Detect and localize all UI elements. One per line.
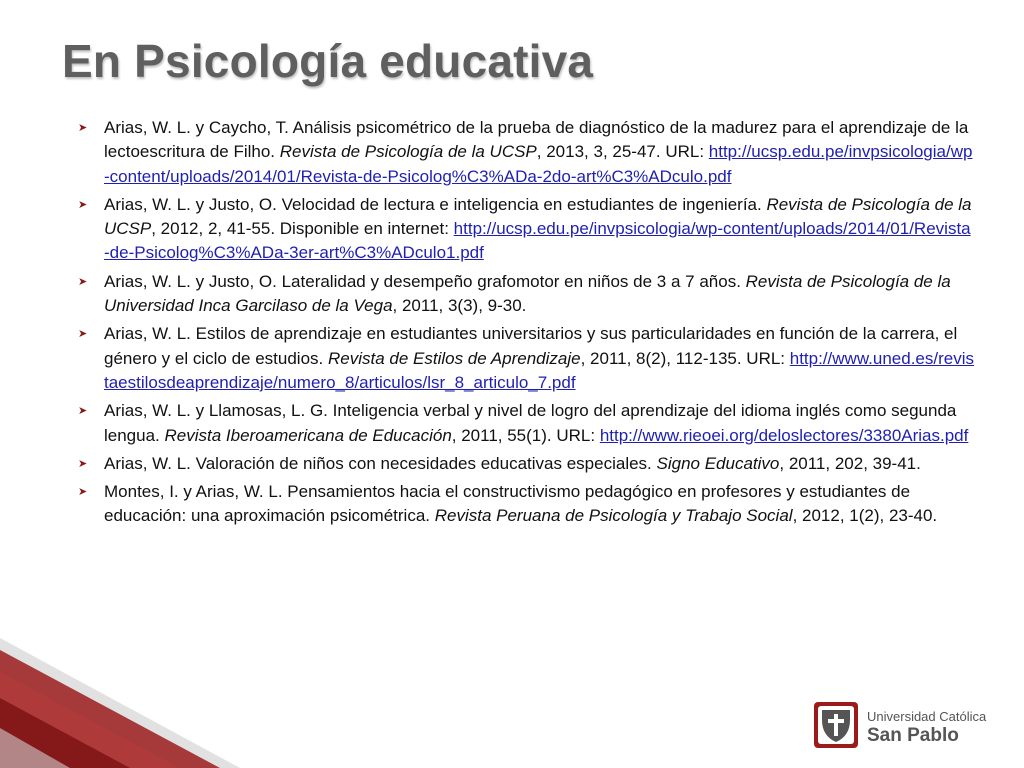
reference-details: , 2011, 202, 39-41. <box>779 453 921 473</box>
reference-item <box>76 399 976 448</box>
decorative-stripes <box>0 638 240 768</box>
reference-item <box>76 193 976 266</box>
reference-link[interactable]: http://ucsp.edu.pe/invpsicologia/wp-content/uploads/2014/01/Revista-de-Psicolog%C3%ADa-3er-art%C3%ADculo1.pdf <box>104 219 971 263</box>
logo-campus-name: San Pablo <box>867 725 959 746</box>
reference-journal: Revista de Psicología de la Universidad Inca Garcilaso de la Vega <box>104 271 951 316</box>
reference-text: Montes, I. y Arias, W. L. Pensamientos hacia el constructivismo pedagógico en profesores y estudiantes de educación: una aproximación psicométrica. <box>104 482 911 526</box>
reference-item <box>76 480 976 529</box>
reference-details: , 2012, 1(2), 23-40. <box>792 506 938 526</box>
reference-text: Arias, W. L. y Justo, O. Velocidad de lectura e inteligencia en estudiantes de ingeniería. <box>104 194 767 214</box>
university-crest-icon <box>812 700 860 750</box>
arrow-bullet-icon: ➤ <box>78 457 88 470</box>
reference-journal: Revista de Estilos de Aprendizaje <box>327 348 581 368</box>
reference-details: , 2011, 8(2), 112-135. URL: <box>580 348 790 368</box>
slide-title: En Psicología educativa <box>62 35 594 87</box>
reference-journal: Revista de Psicología de la UCSP <box>279 142 537 162</box>
reference-details: , 2011, 55(1). URL: <box>451 425 600 445</box>
reference-item <box>76 322 976 395</box>
reference-journal: Revista Iberoamericana de Educación <box>164 425 452 445</box>
reference-link[interactable]: http://www.uned.es/revistaestilosdeaprendizaje/numero_8/articulos/lsr_8_articulo_7.pdf <box>104 348 975 392</box>
reference-details: , 2011, 3(3), 9-30. <box>392 296 527 316</box>
university-logo <box>812 700 1012 750</box>
arrow-bullet-icon: ➤ <box>78 198 88 211</box>
reference-journal: Revista de Psicología de la UCSP <box>104 194 972 239</box>
reference-link[interactable]: http://ucsp.edu.pe/invpsicologia/wp-content/uploads/2014/01/Revista-de-Psicolog%C3%ADa-2do-art%C3%ADculo.pdf <box>104 142 973 186</box>
arrow-bullet-icon: ➤ <box>78 486 88 499</box>
reference-item <box>76 270 976 319</box>
reference-details: , 2013, 3, 25-47. URL: <box>536 142 709 162</box>
arrow-bullet-icon: ➤ <box>78 275 88 288</box>
reference-text: Arias, W. L. Estilos de aprendizaje en estudiantes universitarios y sus particularidades en función de la carrera, el género y el ciclo de estudios. <box>104 324 958 368</box>
reference-text: Arias, W. L. y Caycho, T. Análisis psicométrico de la prueba de diagnóstico de la madurez para el aprendizaje de la lectoescritura de Filho. <box>104 118 969 162</box>
logo-university-name: Universidad Católica <box>867 709 987 724</box>
reference-journal: Revista Peruana de Psicología y Trabajo Social <box>434 506 793 526</box>
reference-link[interactable]: http://www.rieoei.org/deloslectores/3380Arias.pdf <box>599 425 969 445</box>
arrow-bullet-icon: ➤ <box>78 405 88 418</box>
reference-journal: Signo Educativo <box>656 453 780 473</box>
reference-text: Arias, W. L. y Llamosas, L. G. Inteligencia verbal y nivel de logro del aprendizaje del idioma inglés como segunda lengua. <box>104 401 957 445</box>
arrow-bullet-icon: ➤ <box>78 122 88 134</box>
reference-list <box>76 116 976 533</box>
reference-details: , 2012, 2, 41-55. Disponible en internet: <box>151 219 454 239</box>
reference-text: Arias, W. L. y Justo, O. Lateralidad y desempeño grafomotor en niños de 3 a 7 años. <box>104 271 746 291</box>
arrow-bullet-icon: ➤ <box>78 328 88 341</box>
reference-item <box>76 116 976 189</box>
reference-item <box>76 452 976 476</box>
reference-text: Arias, W. L. Valoración de niños con necesidades educativas especiales. <box>104 453 657 473</box>
